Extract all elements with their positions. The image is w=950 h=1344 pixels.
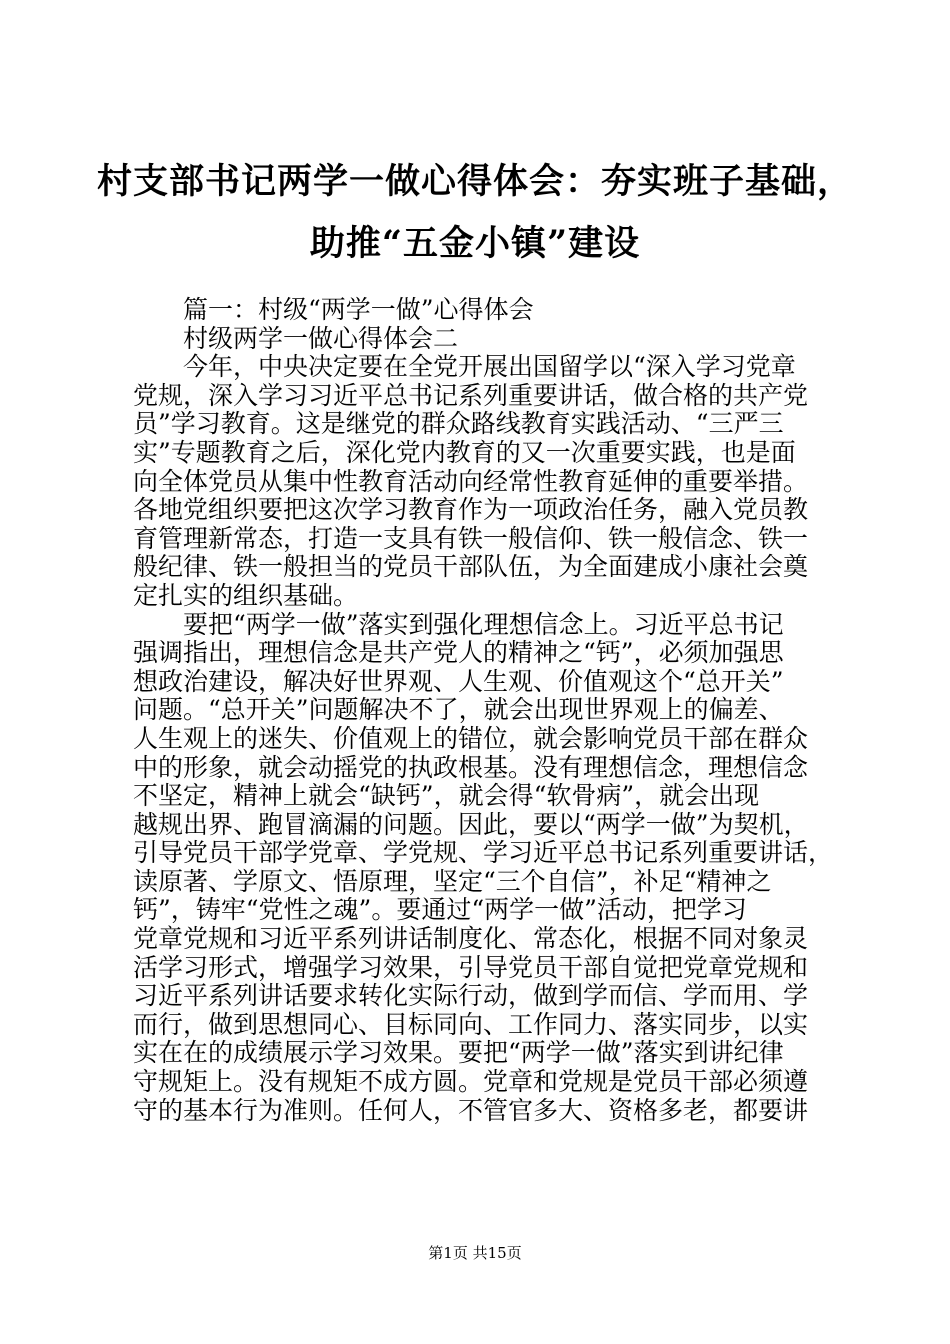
document-title-line-2: 助推“五金小镇”建设 — [309, 223, 641, 264]
body-line: 读原著、学原文、悟原理，坚定“三个自信”，补足“精神之 — [133, 866, 772, 896]
document-body — [133, 295, 834, 1125]
body-line: 想政治建设，解决好世界观、人生观、价值观这个“总开关” — [133, 666, 784, 696]
body-line: 人生观上的迷失、价值观上的错位，就会影响党员干部在群众 — [133, 723, 809, 753]
body-line: 活学习形式，增强学习效果，引导党员干部自觉把党章党规和 — [133, 952, 809, 982]
body-line: 各地党组织要把这次学习教育作为一项政治任务，融入党员教 — [133, 495, 809, 525]
body-line: 村级两学一做心得体会二 — [183, 323, 459, 353]
body-line: 般纪律、铁一般担当的党员干部队伍，为全面建成小康社会奠 — [133, 552, 809, 582]
document-title-line-1: 村支部书记两学一做心得体会：夯实班子基础， — [96, 161, 853, 202]
body-line: 习近平系列讲话要求转化实际行动，做到学而信、学而用、学 — [133, 981, 809, 1011]
body-line: 实”专题教育之后，深化党内教育的又一次重要实践，也是面 — [133, 437, 796, 467]
body-line: 强调指出，理想信念是共产党人的精神之“钙”，必须加强思 — [133, 638, 784, 668]
body-line: 不坚定，精神上就会“缺钙”，就会得“软骨病”，就会出现 — [133, 781, 760, 811]
body-line: 今年，中央决定要在全党开展出国留学以“深入学习党章 — [183, 352, 796, 382]
body-line: 党章党规和习近平系列讲话制度化、常态化，根据不同对象灵 — [133, 924, 809, 954]
body-line: 定扎实的组织基础。 — [133, 580, 359, 610]
body-line: 问题。“总开关”问题解决不了，就会出现世界观上的偏差、 — [133, 695, 784, 725]
body-line: 而行，做到思想同心、目标同向、工作同力、落实同步，以实 — [133, 1009, 809, 1039]
body-line: 党规，深入学习习近平总书记系列重要讲话，做合格的共产党 — [133, 380, 809, 410]
body-line: 越规出界、跑冒滴漏的问题。因此，要以“两学一做”为契机， — [133, 809, 809, 839]
page-footer: 第1页 共15页 — [428, 1244, 522, 1262]
body-line: 守规矩上。没有规矩不成方圆。党章和党规是党员干部必须遵 — [133, 1067, 809, 1097]
body-line: 中的形象，就会动摇党的执政根基。没有理想信念，理想信念 — [133, 752, 809, 782]
body-line: 篇一：村级“两学一做”心得体会 — [183, 295, 534, 324]
body-line: 钙”，铸牢“党性之魂”。要通过“两学一做”活动，把学习 — [133, 895, 747, 925]
body-line: 向全体党员从集中性教育活动向经常性教育延伸的重要举措。 — [133, 466, 809, 496]
body-line: 守的基本行为准则。任何人，不管官多大、资格多老，都要讲 — [133, 1095, 809, 1125]
body-line: 实在在的成绩展示学习效果。要把“两学一做”落实到讲纪律 — [133, 1038, 784, 1068]
body-line: 育管理新常态，打造一支具有铁一般信仰、铁一般信念、铁一 — [133, 523, 809, 553]
body-line: 要把“两学一做”落实到强化理想信念上。习近平总书记 — [183, 609, 784, 639]
body-line: 员”学习教育。这是继党的群众路线教育实践活动、“三严三 — [133, 409, 784, 439]
body-line: 引导党员干部学党章、学党规、学习近平总书记系列重要讲话， — [133, 838, 834, 868]
